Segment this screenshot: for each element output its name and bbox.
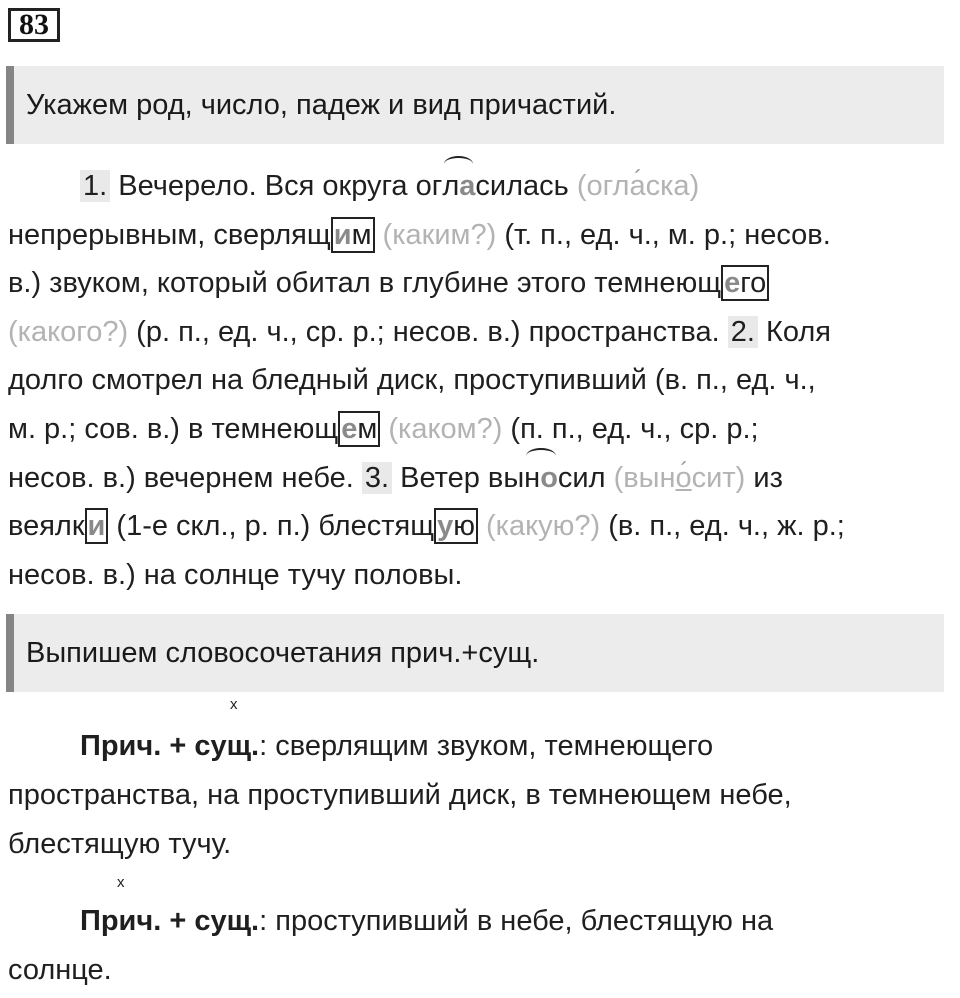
sentence-number-1: 1. <box>80 170 110 202</box>
text-fragment: несов. в.) вечернем небе. <box>8 461 362 494</box>
ending-box <box>434 508 478 544</box>
vowel-highlight: и <box>87 510 106 543</box>
question-hint: (какую?) <box>477 510 601 543</box>
text-fragment: веялк <box>8 510 85 543</box>
text-fragment: (вын <box>613 461 676 494</box>
sentence-number-3: 3. <box>362 462 392 494</box>
text-line-7 <box>8 454 956 503</box>
text-fragment: ю <box>453 510 475 543</box>
text-line-3 <box>8 259 956 308</box>
exercise-number: 83 <box>8 8 60 42</box>
question-hint: (какого?) <box>8 315 129 348</box>
text-fragment: го <box>740 267 767 300</box>
vowel-highlight: е <box>341 412 358 445</box>
check-word <box>614 462 746 494</box>
text-fragment: несов. в.) на солнце тучу половы. <box>8 558 463 591</box>
text-fragment: долго смотрел на бледный диск, проступивший (в. п., ед. ч., <box>8 364 816 397</box>
question-hint: (каком?) <box>380 412 503 445</box>
text-fragment: н <box>524 461 541 494</box>
text-fragment: Ветер вы <box>392 461 525 494</box>
text-line-1 <box>8 162 956 211</box>
text-fragment: : сверлящим звуком, темнеющего <box>259 730 714 762</box>
text-fragment: (в. п., ед. ч., ж. р.; <box>600 510 845 543</box>
vowel-highlight: е <box>724 267 741 300</box>
text-fragment: м <box>351 218 372 251</box>
check-word <box>577 170 699 202</box>
text-fragment: из <box>745 461 783 494</box>
question-hint: (каким?) <box>374 218 497 251</box>
text-fragment: м. р.; сов. в.) в темнеющ <box>8 412 339 445</box>
text-line-9 <box>8 551 956 600</box>
answer-line: блестящую тучу. <box>8 828 232 860</box>
text-fragment: м <box>357 412 378 445</box>
text-line-4 <box>8 308 956 357</box>
analysis-paragraph <box>8 162 956 599</box>
text-line-5 <box>8 356 956 405</box>
text-fragment: (1-е скл., р. п.) блестящ <box>108 510 435 543</box>
stress-arc <box>524 454 558 503</box>
answer-label: Прич. + сущ. <box>80 730 260 762</box>
ending-box <box>331 217 375 253</box>
ending-box <box>85 508 109 544</box>
answer-label: Прич. + сущ. <box>80 905 260 937</box>
text-fragment: сил <box>557 461 614 494</box>
text-fragment: силась <box>475 170 577 202</box>
text-fragment: Вечерело. Вся округа ог <box>110 170 443 202</box>
answer-line: пространства, на проступивший диск, в темнеющем небе, <box>8 779 792 811</box>
text-fragment: в.) звуком, который обитал в глубине этого темнеющ <box>8 267 722 300</box>
text-fragment: Коля <box>757 315 831 348</box>
answer-line: солнце. <box>8 954 112 986</box>
vowel-highlight: у <box>437 510 454 543</box>
marker-x: x <box>230 696 238 713</box>
answer-line <box>8 722 956 771</box>
text-line-6 <box>8 405 956 454</box>
text-fragment: : проступивший в небе, блестящую на <box>259 905 774 937</box>
vowel-highlight: а <box>459 170 476 202</box>
stressed-vowel: а ´ <box>629 170 645 202</box>
answer-block-1 <box>8 722 956 869</box>
answer-line <box>8 897 956 946</box>
ending-box <box>721 265 769 301</box>
ending-box <box>338 411 380 447</box>
text-fragment: (огл <box>576 170 630 202</box>
text-fragment: (т. п., ед. ч., м. р.; несов. <box>496 218 831 251</box>
text-line-2 <box>8 211 956 260</box>
stress-arc <box>442 162 475 211</box>
marker-x: x <box>117 874 125 891</box>
vowel-highlight: о <box>540 461 558 494</box>
sentence-number-2: 2. <box>728 316 758 348</box>
text-fragment: (п. п., ед. ч., ср. р.; <box>502 412 759 445</box>
section-heading-1: Укажем род, число, падеж и вид причастий. <box>6 66 944 144</box>
text-fragment: непрерывным, сверлящ <box>8 218 331 251</box>
answer-block-2 <box>8 897 956 995</box>
text-fragment: сит) <box>691 461 746 494</box>
section-heading-2: Выпишем словосочетания прич.+сущ. <box>6 614 944 692</box>
text-line-8 <box>8 502 956 551</box>
vowel-highlight: и <box>333 218 352 251</box>
text-fragment: л <box>442 170 460 202</box>
text-fragment: ска) <box>645 170 700 202</box>
stressed-vowel: о ´ <box>676 462 692 494</box>
text-fragment: (р. п., ед. ч., ср. р.; несов. в.) пространства. <box>128 315 728 348</box>
